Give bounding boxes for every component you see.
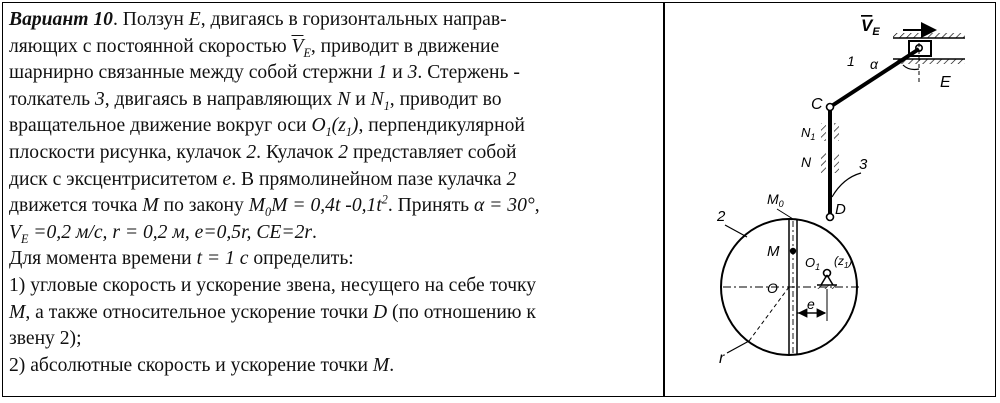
- line-13: [9, 326, 655, 353]
- axis-O1-support: [817, 270, 837, 290]
- text-span: по закону: [158, 195, 249, 217]
- leader-3: [832, 173, 861, 197]
- label-rod-3: 3: [859, 156, 868, 173]
- sub-1: 1: [325, 125, 332, 140]
- text-span: .: [389, 354, 395, 376]
- var-e: e: [222, 168, 232, 190]
- text-span: диск с эксцентриситетом: [9, 168, 223, 190]
- label-M0: $M_0$: [767, 191, 784, 209]
- point-M: [790, 248, 796, 254]
- mechanism-figure: [665, 3, 997, 398]
- text-span: , а также относительное ускорение точки: [25, 301, 373, 323]
- text-span: движется точка: [9, 195, 143, 217]
- law-expression: M = 0,4t -0,1t: [271, 195, 382, 217]
- text-span: Для момента времени: [9, 248, 197, 270]
- line-9: [9, 220, 655, 247]
- label-O: O: [767, 280, 778, 296]
- text-span: и: [387, 62, 408, 84]
- var-D: D: [372, 301, 388, 323]
- text-span: и: [350, 88, 371, 110]
- num-3: 3: [94, 88, 105, 110]
- label-N: N: [801, 154, 812, 170]
- text-span: определить:: [248, 248, 354, 270]
- num-2: 2: [338, 141, 349, 163]
- hinge-C: [827, 104, 834, 111]
- text-span: , перпендикулярной: [358, 115, 525, 137]
- label-M: M: [767, 243, 780, 260]
- point-D: [827, 214, 834, 221]
- given-values: =0,2 м/с, r = 0,2 м, e=0,5r, CE=2r: [28, 221, 313, 243]
- time-value: t = 1 с: [196, 248, 249, 270]
- sub-0: 0: [265, 205, 272, 220]
- label-VE: $V_E$: [861, 16, 880, 38]
- angle-arc: [903, 65, 919, 70]
- var-M: M: [9, 301, 26, 323]
- text-span: , приводит в движение: [310, 35, 500, 57]
- leader-M0: [777, 209, 793, 219]
- line-12: [9, 300, 655, 327]
- line-10: [9, 246, 655, 273]
- line-14: [9, 353, 655, 380]
- text-span: .: [312, 221, 317, 243]
- variant-label: Вариант 10: [9, 9, 113, 30]
- label-rod-1: 1: [847, 53, 855, 69]
- alpha-value: α = 30°: [473, 195, 535, 217]
- text-span: толкатель: [9, 88, 95, 110]
- text-span: . Стержень -: [417, 62, 520, 84]
- text-span: звену 2);: [9, 328, 82, 350]
- var-M: M: [372, 354, 390, 376]
- var-N1: N: [370, 88, 384, 110]
- text-span: . Принять: [387, 195, 474, 217]
- line-4: [9, 87, 655, 114]
- problem-text: [9, 7, 655, 379]
- text-span: . Ползун: [112, 9, 189, 30]
- text-span: представляет собой: [348, 141, 517, 163]
- num-1: 1: [377, 62, 388, 84]
- text-span: , двигаясь в направляющих: [104, 88, 338, 110]
- text-span: . Кулачок: [256, 141, 339, 163]
- var-V: V: [9, 221, 21, 243]
- text-span: шарнирно связанные между собой стержни: [9, 62, 378, 84]
- sup-2: 2: [381, 192, 388, 207]
- label-E: E: [940, 74, 951, 91]
- line-11: [9, 273, 655, 300]
- label-e: e: [807, 296, 815, 312]
- var-VE: $\overline{V}$: [291, 35, 304, 57]
- line-3: [9, 60, 655, 87]
- text-span: вращательное движение вокруг оси: [9, 115, 312, 137]
- line-6: [9, 140, 655, 167]
- sub-1: 1: [345, 125, 352, 140]
- label-C: C: [811, 96, 823, 113]
- var-M: M: [142, 195, 159, 217]
- leader-2: [725, 225, 747, 237]
- text-span: ляющих с постоянной скоростью: [9, 35, 292, 57]
- text-span: , приводит во: [389, 88, 502, 110]
- label-alpha: α: [870, 56, 878, 72]
- label-z1: $(z_1)$: [834, 254, 853, 270]
- line-7: [9, 167, 655, 194]
- text-span: . В прямолинейном пазе кулачка: [231, 168, 507, 190]
- var-O1: O: [311, 115, 326, 137]
- text-span: (по отношению к: [387, 301, 536, 323]
- label-O1: $O_1$: [805, 255, 821, 272]
- line-1: [9, 7, 655, 34]
- num-2: 2: [506, 168, 517, 190]
- text-span: плоскости рисунка, кулачок: [9, 141, 247, 163]
- line-8: [9, 193, 655, 220]
- label-cam-2: 2: [717, 208, 726, 225]
- num-3: 3: [407, 62, 418, 84]
- sub-E: E: [20, 231, 29, 246]
- label-N1: $N_1$: [801, 125, 816, 142]
- num-2: 2: [246, 141, 257, 163]
- label-D: D: [835, 201, 846, 218]
- var-z1: (z: [331, 115, 346, 137]
- line-5: [9, 113, 655, 140]
- text-span: ,: [534, 195, 540, 217]
- mechanism-diagram: [665, 3, 997, 398]
- sub-1: 1: [383, 98, 390, 113]
- law-M: M: [248, 195, 266, 217]
- text-span: 1) угловые скорость и ускорение звена, несущего на себе точку: [9, 274, 537, 296]
- line-2: [9, 34, 655, 61]
- text-span: 2) абсолютные скорость и ускорение точки: [9, 354, 373, 376]
- problem-frame: [2, 2, 996, 397]
- text-span: , двигаясь в горизонтальных направ-: [200, 9, 507, 30]
- leader-r: [727, 341, 749, 353]
- var-N: N: [337, 88, 351, 110]
- paren: ): [351, 115, 359, 137]
- label-r: r: [719, 350, 725, 367]
- sub-E: E: [303, 45, 311, 60]
- var-E: E: [188, 9, 201, 30]
